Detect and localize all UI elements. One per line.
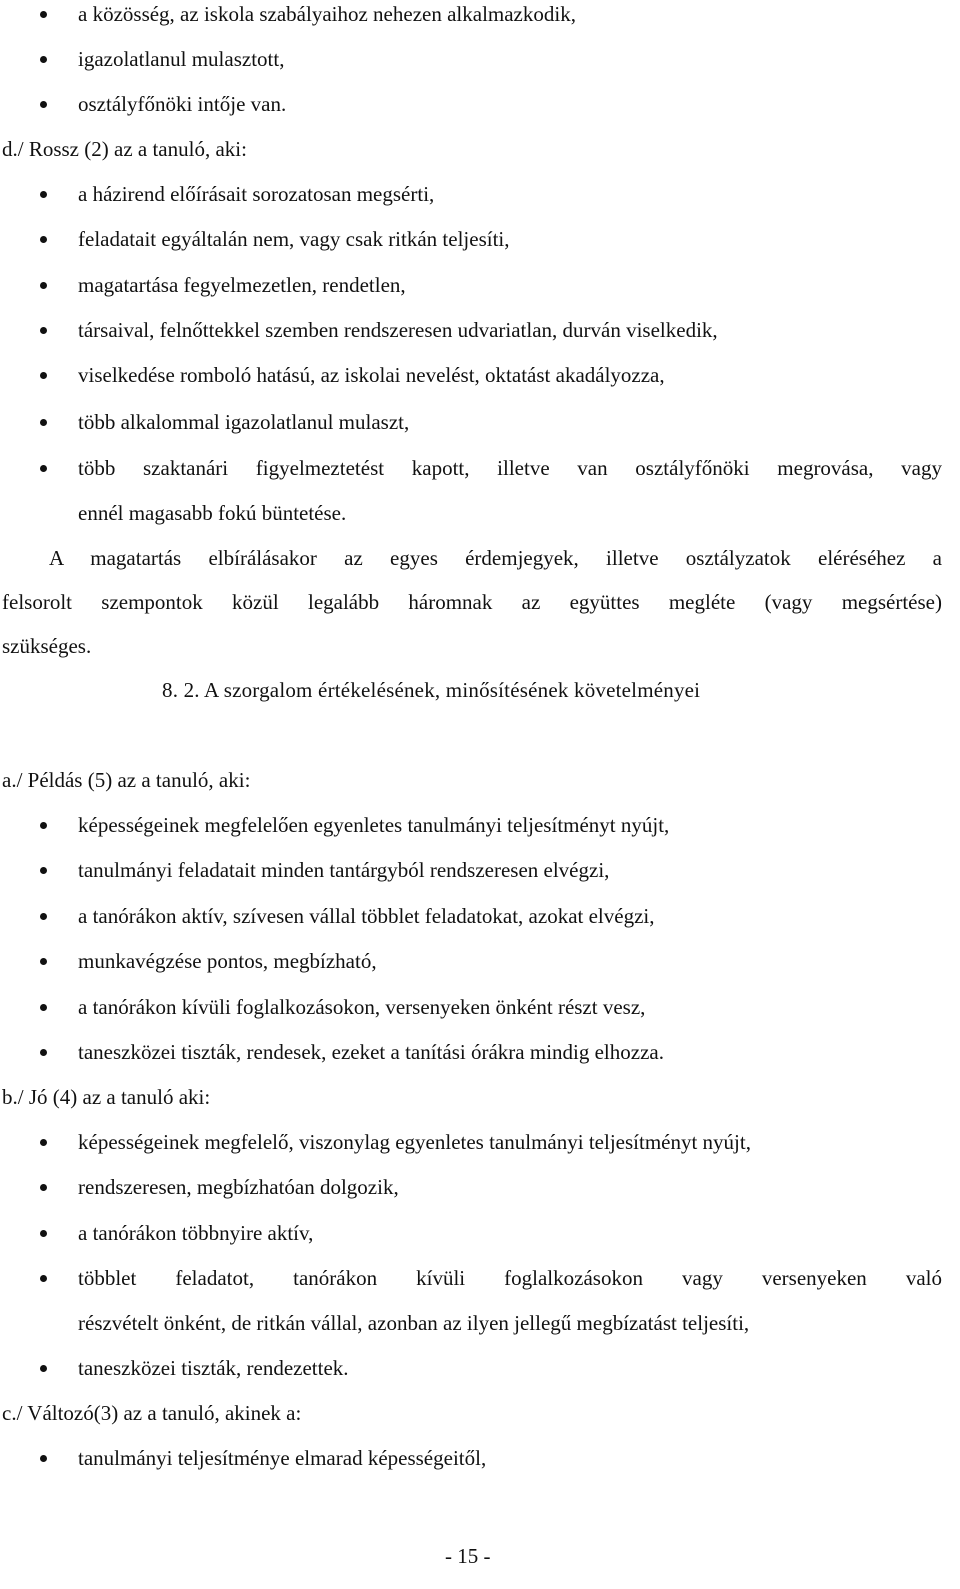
bullet-icon bbox=[40, 56, 47, 63]
list-item: több szaktanári figyelmeztetést kapott, illetve van osztályfőnöki megrovása, vagy bbox=[78, 456, 942, 480]
bullet-icon bbox=[40, 327, 47, 334]
bullet-icon bbox=[40, 1184, 47, 1191]
section-title: 8. 2. A szorgalom értékelésének, minősítésének követelményei bbox=[162, 678, 701, 702]
list-item: társaival, felnőttekkel szemben rendszeresen udvariatlan, durván viselkedik, bbox=[78, 318, 718, 342]
bullet-icon bbox=[40, 1275, 47, 1282]
bullet-icon bbox=[40, 1139, 47, 1146]
list-item: a tanórákon kívüli foglalkozásokon, versenyeken önként részt vesz, bbox=[78, 995, 646, 1019]
list-item: a közösség, az iskola szabályaihoz nehezen alkalmazkodik, bbox=[78, 2, 576, 26]
paragraph-line: felsorolt szempontok közül legalább háromnak az együttes megléte (vagy megsértése) bbox=[2, 590, 942, 614]
list-item: képességeinek megfelelő, viszonylag egyenletes tanulmányi teljesítményt nyújt, bbox=[78, 1130, 751, 1154]
bullet-icon bbox=[40, 191, 47, 198]
list-item-continuation: részvételt önként, de ritkán vállal, azonban az ilyen jellegű megbízatást teljesíti, bbox=[78, 1311, 750, 1335]
list-item: magatartása fegyelmezetlen, rendetlen, bbox=[78, 273, 406, 297]
list-item: tanulmányi teljesítménye elmarad képességeitől, bbox=[78, 1446, 487, 1470]
bullet-icon bbox=[40, 11, 47, 18]
bullet-icon bbox=[40, 419, 47, 426]
list-item: többlet feladatot, tanórákon kívüli foglalkozásokon vagy versenyeken való bbox=[78, 1266, 942, 1290]
list-item: taneszközei tiszták, rendesek, ezeket a tanítási órákra mindig elhozza. bbox=[78, 1040, 664, 1064]
list-item: viselkedése romboló hatású, az iskolai nevelést, oktatást akadályozza, bbox=[78, 363, 665, 387]
bullet-icon bbox=[40, 1004, 47, 1011]
bullet-icon bbox=[40, 913, 47, 920]
paragraph-line: szükséges. bbox=[2, 634, 92, 658]
bullet-icon bbox=[40, 822, 47, 829]
section-heading-jo: b./ Jó (4) az a tanuló aki: bbox=[2, 1085, 211, 1109]
section-heading-peldas: a./ Példás (5) az a tanuló, aki: bbox=[2, 768, 251, 792]
list-item: a házirend előírásait sorozatosan megsérti, bbox=[78, 182, 435, 206]
list-item: feladatait egyáltalán nem, vagy csak ritkán teljesíti, bbox=[78, 227, 510, 251]
list-item-continuation: ennél magasabb fokú büntetése. bbox=[78, 501, 347, 525]
section-heading-valtozo: c./ Változó(3) az a tanuló, akinek a: bbox=[2, 1401, 302, 1425]
bullet-icon bbox=[40, 236, 47, 243]
list-item: osztályfőnöki intője van. bbox=[78, 92, 287, 116]
bullet-icon bbox=[40, 958, 47, 965]
bullet-icon bbox=[40, 465, 47, 472]
bullet-icon bbox=[40, 1455, 47, 1462]
bullet-icon bbox=[40, 282, 47, 289]
paragraph-line: A magatartás elbírálásakor az egyes érdemjegyek, illetve osztályzatok eléréséhez a bbox=[49, 546, 942, 570]
page-number: - 15 - bbox=[445, 1544, 491, 1568]
list-item: igazolatlanul mulasztott, bbox=[78, 47, 285, 71]
bullet-icon bbox=[40, 101, 47, 108]
list-item: taneszközei tiszták, rendezettek. bbox=[78, 1356, 349, 1380]
bullet-icon bbox=[40, 867, 47, 874]
list-item: tanulmányi feladatait minden tantárgyból rendszeresen elvégzi, bbox=[78, 858, 610, 882]
list-item: képességeinek megfelelően egyenletes tanulmányi teljesítményt nyújt, bbox=[78, 813, 670, 837]
list-item: több alkalommal igazolatlanul mulaszt, bbox=[78, 410, 410, 434]
bullet-icon bbox=[40, 1230, 47, 1237]
bullet-icon bbox=[40, 1365, 47, 1372]
list-item: a tanórákon aktív, szívesen vállal többlet feladatokat, azokat elvégzi, bbox=[78, 904, 655, 928]
section-heading-rossz: d./ Rossz (2) az a tanuló, aki: bbox=[2, 137, 247, 161]
bullet-icon bbox=[40, 372, 47, 379]
bullet-icon bbox=[40, 1049, 47, 1056]
list-item: rendszeresen, megbízhatóan dolgozik, bbox=[78, 1175, 399, 1199]
list-item: munkavégzése pontos, megbízható, bbox=[78, 949, 377, 973]
list-item: a tanórákon többnyire aktív, bbox=[78, 1221, 314, 1245]
